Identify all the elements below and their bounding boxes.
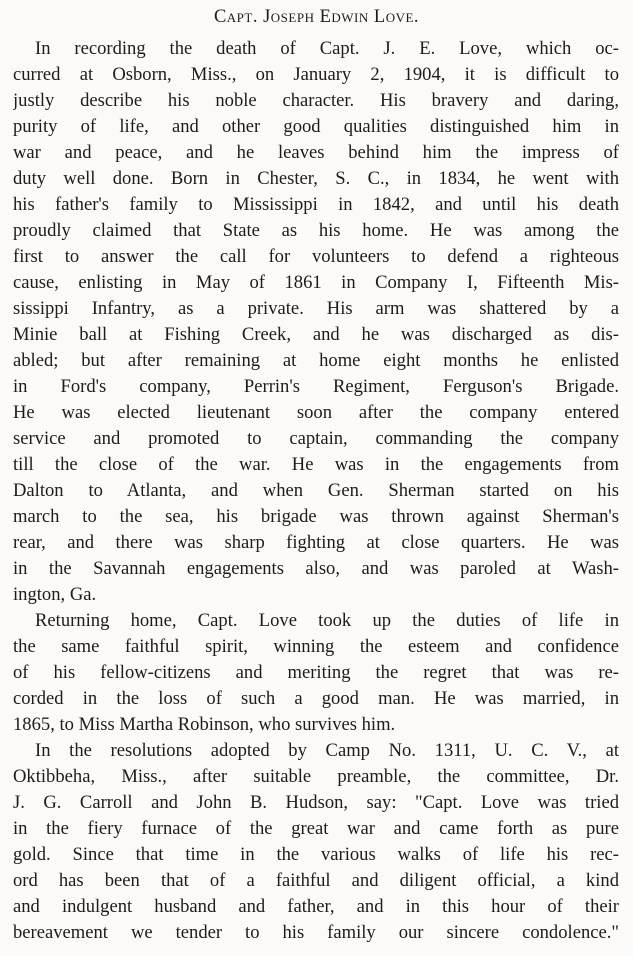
text-line: first to answer the call for volunteers to defend a righteous — [13, 246, 619, 267]
text-line: rear, and there was sharp fighting at close quarters. He was — [13, 532, 619, 553]
text-line: the same faithful spirit, winning the esteem and confidence — [13, 636, 619, 657]
page-title: Capt. Joseph Edwin Love. — [213, 7, 420, 27]
text-line: justly describe his noble character. His bravery and daring, — [13, 90, 619, 111]
text-line: bereavement we tender to his family our sincere condolence." — [13, 922, 619, 943]
text-line: abled; but after remaining at home eight months he enlisted — [13, 350, 619, 371]
text-line: gold. Since that time in the various walks of life his rec- — [13, 844, 619, 865]
text-line: in the Savannah engagements also, and was paroled at Wash- — [13, 558, 619, 579]
text-line: till the close of the war. He was in the engagements from — [13, 454, 619, 475]
text-line: in Ford's company, Perrin's Regiment, Ferguson's Brigade. — [13, 376, 619, 397]
text-line: He was elected lieutenant soon after the company entered — [13, 402, 619, 423]
text-line: his father's family to Mississippi in 1842, and until his death — [13, 194, 619, 215]
text-line: J. G. Carroll and John B. Hudson, say: "Capt. Love was tried — [13, 792, 619, 813]
text-line: purity of life, and other good qualities distinguished him in — [13, 116, 619, 137]
text-line: curred at Osborn, Miss., on January 2, 1904, it is difficult to — [13, 64, 619, 85]
text-line: of his fellow-citizens and meriting the regret that was re- — [13, 662, 619, 683]
text-line: Dalton to Atlanta, and when Gen. Sherman started on his — [13, 480, 619, 501]
text-line: ord has been that of a faithful and diligent official, a kind — [13, 870, 619, 891]
text-line: in the fiery furnace of the great war and came forth as pure — [13, 818, 619, 839]
text-line: sissippi Infantry, as a private. His arm was shattered by a — [13, 298, 619, 319]
text-line: duty well done. Born in Chester, S. C., in 1834, he went with — [13, 168, 619, 189]
text-line: march to the sea, his brigade was thrown against Sherman's — [13, 506, 619, 527]
text-line: Returning home, Capt. Love took up the duties of life in — [35, 610, 619, 631]
text-line: and indulgent husband and father, and in this hour of their — [13, 896, 619, 917]
text-line: cause, enlisting in May of 1861 in Company I, Fifteenth Mis- — [13, 272, 619, 293]
text-line: In recording the death of Capt. J. E. Love, which oc- — [35, 38, 619, 59]
text-line: Oktibbeha, Miss., after suitable preamble, the committee, Dr. — [13, 766, 619, 787]
text-line: 1865, to Miss Martha Robinson, who survives him. — [13, 714, 396, 735]
text-line: service and promoted to captain, commanding the company — [13, 428, 619, 449]
text-line: corded in the loss of such a good man. He was married, in — [13, 688, 619, 709]
text-line: war and peace, and he leaves behind him the impress of — [13, 142, 619, 163]
text-line: In the resolutions adopted by Camp No. 1311, U. C. V., at — [35, 740, 619, 761]
text-line: proudly claimed that State as his home. He was among the — [13, 220, 619, 241]
text-line: Minie ball at Fishing Creek, and he was discharged as dis- — [13, 324, 619, 345]
text-line: ington, Ga. — [13, 584, 97, 605]
